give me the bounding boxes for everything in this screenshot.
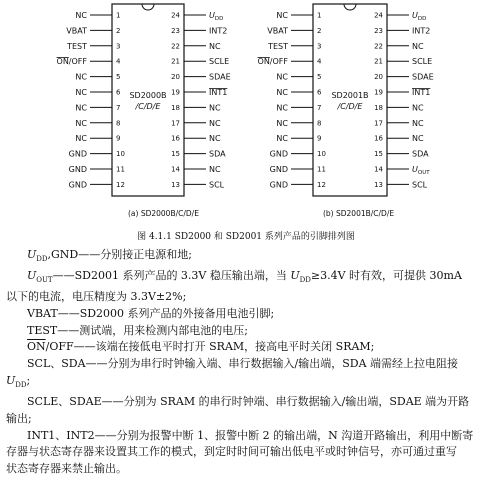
chip-1-left-pin-label: GND: [68, 149, 87, 159]
chip-1-left-pin-number: 3: [116, 42, 121, 51]
chip-2-left-pin-number: 2: [317, 26, 322, 35]
chip-1-left-pin-label: NC: [75, 72, 87, 82]
chip-2-right-pin-number: 22: [374, 42, 383, 51]
chip-2-name: SD2001B: [331, 91, 369, 100]
chip-2-left-pin-label: NC: [276, 134, 288, 144]
chip-2-right-pin-number: 21: [374, 57, 383, 66]
chip-1-name: SD2000B: [129, 91, 167, 100]
chip-1-right-pin-label: NC: [209, 103, 221, 113]
chip-1-right-pin-label: NC: [209, 165, 221, 174]
chip-1-right-pin-label: INT2: [209, 26, 228, 36]
chip-1-left-pin-label: GND: [68, 180, 87, 190]
chip-2-left-pin-number: 6: [317, 88, 322, 97]
pinout-figure: [0, 0, 492, 230]
chip-1-left-pin-number: 2: [116, 26, 121, 35]
chip-1-left-pin-number: 9: [116, 134, 121, 143]
chip-1-right-pin-number: 20: [171, 73, 180, 82]
figure-caption: 图 4.1.1 SD2000 和 SD2001 系列产品的引脚排列图: [137, 232, 355, 242]
chip-2-right-pin-label: $U_{OUT}$: [412, 165, 430, 176]
desc-uout-cont: 以下的电流，电压精度为 3.3V±2%;: [6, 289, 187, 303]
chip-2-right-pin-label: SDAE: [412, 72, 434, 82]
chip-2-notch: [344, 4, 356, 10]
desc-scle-sdae-cont: 输出;: [6, 411, 32, 425]
chip-1-right-pin-number: 15: [171, 150, 180, 159]
chip-2-left-pin-label: NC: [276, 88, 288, 97]
chip-2-right-pin-number: 17: [374, 119, 383, 128]
desc-uout: $U_{OUT}——SD2001$ 系列产品的 3.3V 稳压输出端，当 $U_{DD}\ge 3.4V$ 时有效，可提供 30mA: [27, 268, 462, 285]
chip-2-left-pin-number: 12: [317, 180, 326, 189]
chip-1-left-pin-number: 7: [116, 103, 121, 112]
chip-1-left-pin-number: 5: [116, 73, 121, 82]
chip-2-right-pin-label: NC: [412, 118, 424, 128]
chip-1-left-pin-number: 6: [116, 88, 121, 97]
chip-2-right-pin-label: NC: [412, 103, 424, 113]
chip-2-left-pin-label: ON/OFF: [257, 57, 288, 67]
chip-2-left-pin-number: 9: [317, 134, 322, 143]
chip-2-left-pin-number: 8: [317, 119, 322, 128]
chip-2-right-pin-number: 16: [374, 134, 383, 143]
chip-2-right-pin-number: 13: [374, 180, 383, 189]
chip-1-sublabel: (a) SD2000B/C/D/E: [128, 209, 199, 218]
chip-1-right-pin-number: 16: [171, 134, 180, 143]
desc-scl-sda-cont: $U_{DD}$;: [6, 373, 31, 390]
chip-2-right-pin-label: SCL: [412, 180, 428, 190]
chip-1-left-pin-label: NC: [75, 118, 87, 128]
chip-1-right-pin-number: 22: [171, 42, 180, 51]
chip-1-right-pin-number: 24: [171, 11, 180, 20]
chip-1-left-pin-label: GND: [68, 165, 87, 174]
chip-1-left-pin-number: 10: [116, 150, 125, 159]
chip-2-right-pin-label: NC: [412, 134, 424, 144]
chip-1-right-pin-label: NC: [209, 41, 221, 51]
chip-2-right-pin-number: 19: [374, 88, 383, 97]
chip-2-left-pin-label: GND: [269, 180, 288, 190]
chip-2-left-pin-label: GND: [269, 149, 288, 159]
chip-2-left-pin-number: 11: [317, 165, 326, 174]
desc-vbat: VBAT——SD2000 系列产品的外接备用电池引脚;: [27, 306, 275, 320]
chip-2-right-pin-label: $U_{DD}$: [412, 11, 427, 22]
chip-1-left-pin-number: 11: [116, 165, 125, 174]
chip-2-right-pin-label: NC: [412, 41, 424, 51]
chip-2-left-pin-label: NC: [276, 103, 288, 113]
chip-1-right-pin-label: $U_{DD}$: [209, 11, 224, 22]
chip-1-suffix: /C/D/E: [135, 102, 161, 111]
desc-int-cont2: 状态寄存器来禁止输出。: [6, 462, 127, 476]
chip-2-left-pin-number: 5: [317, 73, 322, 82]
chip-1-right-pin-number: 21: [171, 57, 180, 66]
chip-2-left-pin-number: 1: [317, 11, 322, 20]
chip-2-right-pin-label: INT1: [412, 88, 431, 97]
chip-2-suffix: /C/D/E: [337, 102, 363, 111]
chip-2-right-pin-number: 24: [374, 11, 383, 20]
chip-1-right-pin-number: 19: [171, 88, 180, 97]
chip-2-right-pin-label: SCLE: [412, 57, 433, 67]
desc-scle-sdae: SCLE、SDAE——分别为 SRAM 的串行时钟端、串行数据输入/输出端，SDAE 端为开路: [27, 394, 470, 408]
desc-int: INT1、INT2——分别为报警中断 1、报警中断 2 的输出端，N 沟道开路输出，利用中断寄: [27, 428, 474, 442]
desc-int-cont1: 存器与状态寄存器来设置其工作的模式，到定时时间可输出低电平或时钟信号，亦可通过重写: [6, 445, 457, 459]
chip-2-left-pin-number: 7: [317, 103, 322, 112]
desc-udd-gnd: $U_{DD},GND——$分别接正电源和地;: [27, 248, 192, 264]
chip-2-left-pin-number: 10: [317, 150, 326, 159]
chip-2-left-pin-label: TEST: [268, 41, 288, 51]
chip-1-left-pin-number: 8: [116, 119, 121, 128]
chip-1-right-pin-label: SDA: [209, 149, 226, 159]
chip-2-right-pin-number: 23: [374, 26, 383, 35]
chip-1-left-pin-number: 12: [116, 180, 125, 189]
chip-1-right-pin-number: 13: [171, 180, 180, 189]
chip-2-right-pin-number: 20: [374, 73, 383, 82]
chip-1-left-pin-label: TEST: [67, 41, 87, 51]
chip-1-left-pin-label: NC: [75, 11, 87, 20]
chip-1-right-pin-number: 18: [171, 103, 180, 112]
chip-1-left-pin-number: 1: [116, 11, 121, 20]
chip-2-left-pin-label: NC: [276, 11, 288, 20]
chip-1-right-pin-number: 23: [171, 26, 180, 35]
chip-1-right-pin-number: 17: [171, 119, 180, 128]
chip-1-left-pin-label: VBAT: [66, 26, 87, 36]
desc-on-off: $\overline{ON}/OFF——$该端在接低电平时打开 SRAM，接高电平时关闭 SRAM;: [27, 340, 375, 354]
chip-1-right-pin-label: SCLE: [209, 57, 230, 67]
chip-2-right-pin-label: INT2: [412, 26, 431, 36]
chip-1-right-pin-label: NC: [209, 134, 221, 144]
chip-2-right-pin-number: 18: [374, 103, 383, 112]
chip-1-left-pin-label: ON/OFF: [56, 57, 87, 67]
chip-2-left-pin-label: VBAT: [267, 26, 288, 36]
chip-2-left-pin-label: NC: [276, 72, 288, 82]
chip-1-left-pin-label: NC: [75, 88, 87, 97]
chip-1-notch: [142, 4, 154, 10]
chip-1-right-pin-label: SDAE: [209, 72, 231, 82]
pin-descriptions: [6, 247, 488, 478]
chip-2-right-pin-number: 15: [374, 150, 383, 159]
chip-2-left-pin-number: 4: [317, 57, 322, 66]
chip-1-right-pin-number: 14: [171, 165, 180, 174]
chip-1-right-pin-label: SCL: [209, 180, 225, 190]
chip-2-left-pin-label: NC: [276, 118, 288, 128]
chip-1-left-pin-label: NC: [75, 103, 87, 113]
chip-1-left-pin-number: 4: [116, 57, 121, 66]
chip-1-right-pin-label: NC: [209, 118, 221, 128]
chip-1-left-pin-label: NC: [75, 134, 87, 144]
chip-2-left-pin-label: GND: [269, 165, 288, 174]
chip-2-left-pin-number: 3: [317, 42, 322, 51]
chip-2-right-pin-number: 14: [374, 165, 383, 174]
desc-scl-sda: SCL、SDA——分别为串行时钟输入端、串行数据输入/输出端，SDA 端需经上拉电阻接: [27, 357, 459, 371]
chip-1-right-pin-label: INT1: [209, 88, 228, 97]
chip-2-sublabel: (b) SD2001B/C/D/E: [323, 209, 395, 218]
chip-2-right-pin-label: SDA: [412, 149, 429, 159]
desc-test: TEST——测试端，用来检测内部电池的电压;: [27, 323, 248, 337]
